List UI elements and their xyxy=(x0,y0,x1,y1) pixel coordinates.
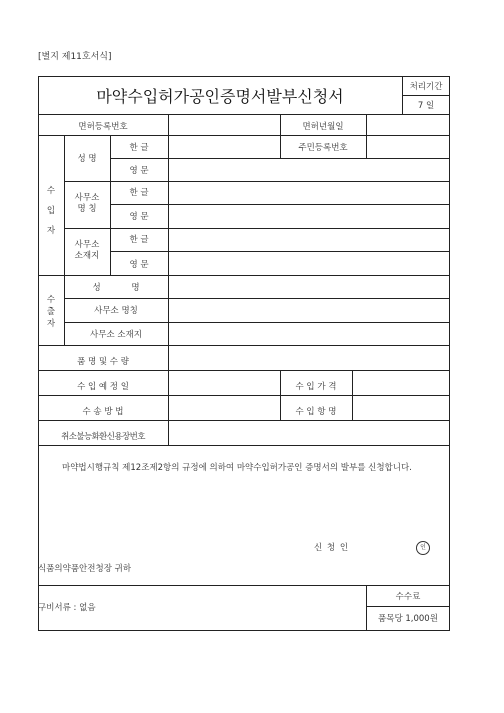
applicant-label: 신 청 인 xyxy=(314,543,350,553)
declaration-text: 마약법시행규칙 제12조제2항의 규정에 의하여 마약수입허가공인 증명서의 발부를 신청합니다. xyxy=(62,463,412,473)
form-title: 마약수입허가공인증명서발부신청서 xyxy=(96,87,344,106)
import-port-label: 수 입 항 명 xyxy=(295,407,337,417)
frame-right xyxy=(449,76,450,631)
office-address-english-label: 영 문 xyxy=(129,260,149,270)
importer-name-label: 성 명 xyxy=(77,154,97,164)
fee-value: 품목당 1,000원 xyxy=(378,614,438,624)
shipping-method-label: 수 송 방 법 xyxy=(82,407,124,417)
import-date-label: 수 입 예 정 일 xyxy=(77,382,129,392)
office-name-korean-label: 한 글 xyxy=(129,188,149,198)
license-date-label: 면허년월일 xyxy=(302,122,344,132)
importer-section-label: 수 입 자 xyxy=(46,186,56,236)
importer-office-name-label: 사무소 명 칭 xyxy=(74,193,100,214)
resident-number-label: 주민등록번호 xyxy=(298,143,348,153)
importer-name-english-label: 영 문 xyxy=(129,166,149,176)
license-number-label: 면허등록번호 xyxy=(78,122,128,132)
exporter-section-label: 수 출 자 xyxy=(46,295,56,329)
letter-of-credit-label: 취소불능화환신용장번호 xyxy=(61,432,145,442)
office-name-english-label: 영 문 xyxy=(129,212,149,222)
recipient-text: 식품의약품안전청장 귀하 xyxy=(38,564,132,574)
import-price-label: 수 입 가 격 xyxy=(295,382,337,392)
exporter-office-name-label: 사무소 명칭 xyxy=(94,306,138,316)
product-quantity-label: 품 명 및 수 량 xyxy=(77,357,129,367)
seal-mark: 인 xyxy=(416,541,430,555)
importer-name-korean-label: 한 글 xyxy=(129,143,149,153)
office-address-korean-label: 한 글 xyxy=(129,235,149,245)
processing-period-value: 7 일 xyxy=(417,101,435,111)
attachments-text: 구비서류 : 없음 xyxy=(38,603,96,613)
frame-left xyxy=(38,76,39,631)
frame-bottom xyxy=(38,630,450,631)
exporter-office-address-label: 사무소 소재지 xyxy=(90,330,142,340)
processing-period-label: 처리기간 xyxy=(409,82,443,92)
exporter-name-label: 성 명 xyxy=(92,283,140,293)
frame-top xyxy=(38,76,450,77)
fee-label: 수수료 xyxy=(395,592,421,602)
form-number-label: [별지 제11호서식] xyxy=(38,52,112,62)
importer-office-address-label: 사무소 소재지 xyxy=(74,240,100,261)
